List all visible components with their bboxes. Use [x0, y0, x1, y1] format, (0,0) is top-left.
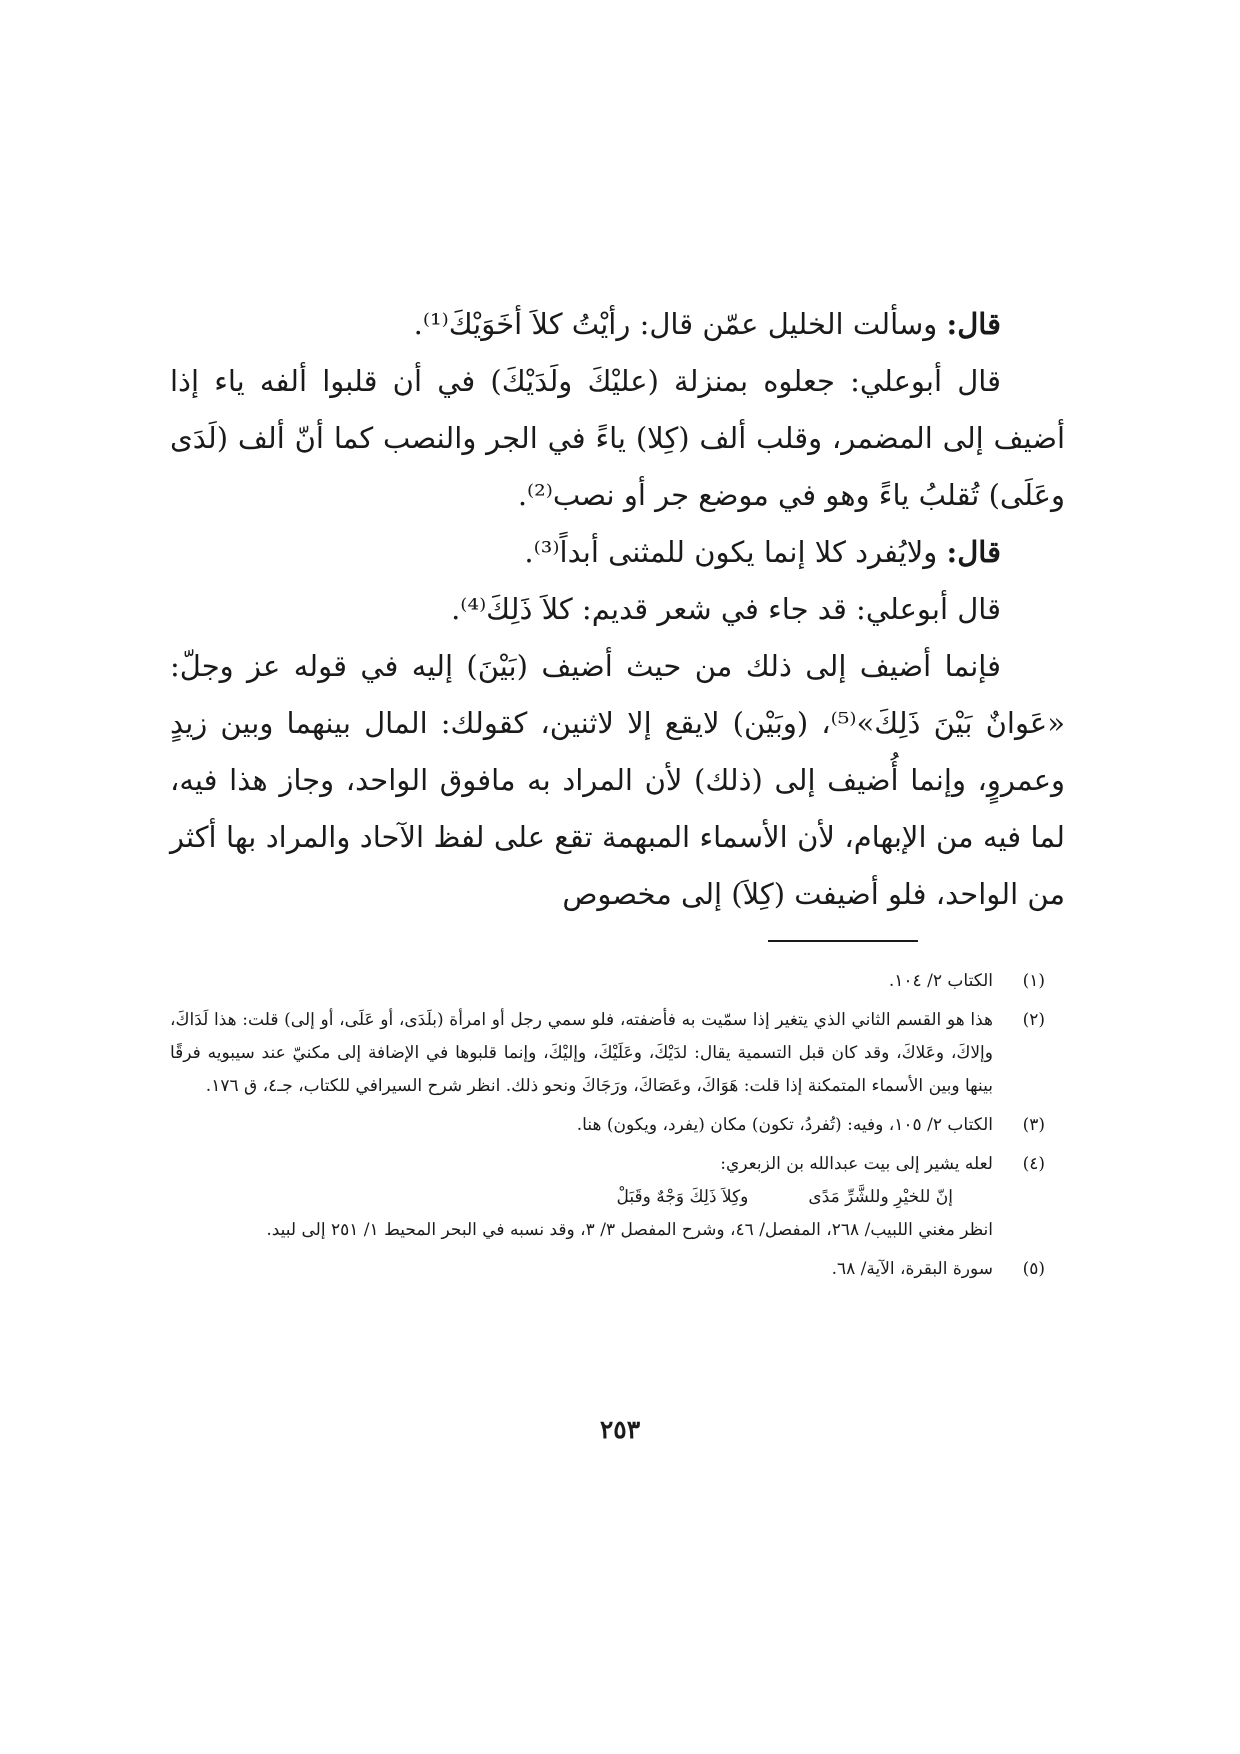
footnote-separator: [768, 940, 918, 942]
footnote-text: هذا هو القسم الثاني الذي يتغير إذا سمّيت به فأضفته، فلو سمي رجل أو امرأة (بلَدَى، أو عَلَى، أو إلى) قلت: هذا لَدَاكَ، وإلاكَ، وعَلاكَ، وقد كان قبل التسمية يقال: لدَيْكَ، وعَلَيْكَ، وإليْكَ، وإنما قلبوها في الإضافة إلى مكنيّ عند سيبويه فرقًا بينها وبين الأسماء المتمكنة إذا قلت: هَوَاكَ، وعَصَاكَ، ورَجَاكَ ونحو ذلك. انظر شرح السيرافي للكتاب، جـ٤، ق ١٧٦.: [170, 1010, 993, 1096]
verse-second-hemistich: وكِلاَ ذَلِكَ وَجْهٌ وقَبَلْ: [616, 1187, 749, 1207]
paragraph-3: [170, 524, 1065, 581]
main-text: [170, 296, 1065, 923]
paragraph-2: قال أبوعلي: جعلوه بمنزلة (عليْكَ ولَدَيْكَ) في أن قلبوا ألفه ياء إذا أضيف إلى المضمر، وقلب ألف (كِلا) ياءً في الجر والنصب كما أنّ ألف (لَدَى وعَلَى) تُقلبُ ياءً وهو في موضع جر أو نصب⁽²⁾.: [170, 364, 1065, 512]
footnote-text: لعله يشير إلى بيت عبدالله بن الزبعري:: [720, 1154, 993, 1174]
footnote-number: (٢): [1022, 1010, 1045, 1030]
speaker-label: قال:: [946, 307, 1001, 341]
footnote-text: سورة البقرة، الآية/ ٦٨.: [831, 1259, 993, 1279]
paragraph-4: قال أبوعلي: قد جاء في شعر قديم: كلاَ ذَلِكَ⁽⁴⁾.: [451, 592, 1001, 626]
footnote-number: (١): [1022, 971, 1045, 991]
footnote-text: الكتاب ٢/ ١٠٤.: [888, 971, 993, 991]
paragraph-1: [170, 296, 1065, 353]
footnote-3: [170, 1109, 1045, 1142]
footnote-number: (٤): [1022, 1154, 1045, 1174]
footnote-number: (٥): [1022, 1259, 1045, 1279]
paragraph-5: فإنما أضيف إلى ذلك من حيث أضيف (بَيْنَ) إليه في قوله عز وجلّ: «عَوانٌ بَيْنَ ذَلِكَ»⁽⁵⁾، (وبَيْن) لايقع إلا لاثنين، كقولك: المال بينهما وبين زيدٍ وعمروٍ، وإنما أُضيف إلى (ذلك) لأن المراد به مافوق الواحد، وجاز هذا فيه، لما فيه من الإبهام، لأن الأسماء المبهمة تقع على لفظ الآحاد والمراد بها أكثر من الواحد، فلو أضيفت (كِلاَ) إلى مخصوص: [170, 649, 1065, 911]
verse-first-hemistich: إنّ للخيْرِ وللشَّرِّ مَدًى: [808, 1187, 953, 1207]
footnote-1: [170, 965, 1045, 998]
poem-verse: [170, 1181, 993, 1214]
footnote-number: (٣): [1022, 1115, 1045, 1135]
footnote-2: [170, 1004, 1045, 1103]
footnote-text: الكتاب ٢/ ١٠٥، وفيه: (تُفردُ، تكون) مكان (يفرد، ويكون) هنا.: [576, 1115, 993, 1135]
paragraph-text: ولايُفرد كلا إنما يكون للمثنى أبداً⁽³⁾.: [524, 535, 938, 569]
footnote-reference: انظر مغني اللبيب/ ٢٦٨، المفصل/ ٤٦، وشرح المفصل ٣/ ٣، وقد نسبه في البحر المحيط ١/ ٢٥١ إلى لبيد.: [266, 1220, 993, 1240]
page-number: ٢٥٣: [599, 1415, 641, 1444]
speaker-label: قال:: [946, 535, 1001, 569]
paragraph-text: وسألت الخليل عمّن قال: رأيْتُ كلاَ أخَوَيْكَ⁽¹⁾.: [413, 307, 938, 341]
footnote-body: [170, 1148, 993, 1247]
footnote-4: [170, 1148, 1045, 1247]
footnote-5: [170, 1253, 1045, 1286]
footnotes: [170, 965, 1045, 1292]
